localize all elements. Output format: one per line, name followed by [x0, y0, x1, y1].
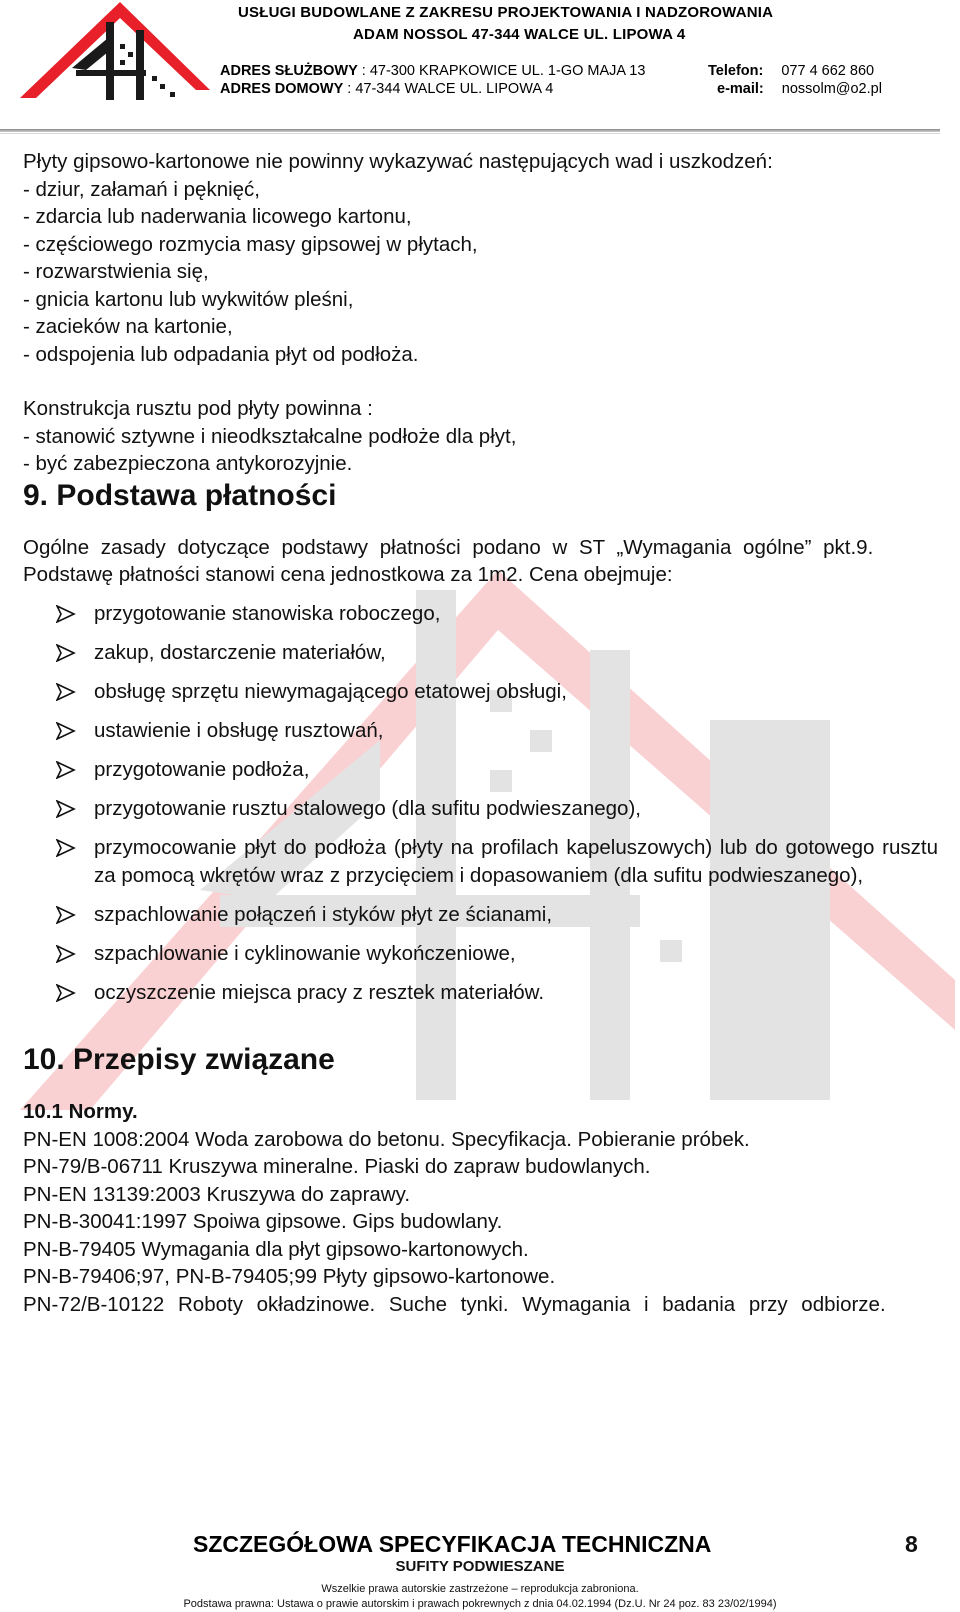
arrow-bullet-icon: [56, 683, 76, 701]
frame-item: - stanowić sztywne i nieodkształcalne podłoże dla płyt,: [23, 424, 517, 448]
arrow-bullet-icon: [56, 644, 76, 662]
norm-item: PN-EN 1008:2004 Woda zarobowa do betonu. Specyfikacja. Pobieranie próbek.: [23, 1127, 750, 1151]
defect-item: - dziur, załamań i pęknięć,: [23, 177, 261, 201]
phone: [708, 63, 874, 79]
email: [717, 81, 882, 97]
phone-label: Telefon:: [708, 63, 764, 79]
defect-item: - zacieków na kartonie,: [23, 315, 233, 338]
list-item: obsługę sprzętu niewymagającego etatowej obsługi,: [23, 678, 938, 706]
service-address-value: : 47-300 KRAPKOWICE UL. 1-GO MAJA 13: [361, 63, 646, 79]
section-9-para-1: Ogólne zasady dotyczące podstawy płatności podano w ST „Wymagania ogólne” pkt.9.: [23, 535, 874, 559]
footer-legal-basis: Podstawa prawna: Ustawa o prawie autorskim i prawach pokrewnych z dnia 04.02.1994 (Dz.U. Nr 24 poz. 83 23/02/1994): [183, 1598, 777, 1610]
arrow-bullet-icon: [56, 839, 76, 857]
service-address: [220, 63, 645, 79]
arrow-bullet-icon: [56, 761, 76, 779]
defect-item: - gnicia kartonu lub wykwitów pleśni,: [23, 287, 354, 311]
list-item: przygotowanie podłoża,: [23, 756, 938, 784]
section-10-heading: 10. Przepisy związane: [23, 1043, 335, 1076]
header-divider-shadow: [0, 133, 940, 134]
home-address-value: : 47-344 WALCE UL. LIPOWA 4: [347, 81, 554, 97]
home-address: [220, 81, 553, 97]
norm-item: PN-B-30041:1997 Spoiwa gipsowe. Gips budowlany.: [23, 1210, 503, 1233]
list-item: przygotowanie stanowiska roboczego,: [23, 600, 938, 628]
arrow-bullet-icon: [56, 605, 76, 623]
norm-item: PN-EN 13139:2003 Kruszywa do zaprawy.: [23, 1182, 411, 1206]
company-logo: [20, 0, 210, 106]
list-item: szpachlowanie i cyklinowanie wykończeniowe,: [23, 940, 938, 968]
list-item: zakup, dostarczenie materiałów,: [23, 639, 938, 667]
list-item: przygotowanie rusztu stalowego (dla sufitu podwieszanego),: [23, 795, 938, 823]
list-item: szpachlowanie połączeń i styków płyt ze ścianami,: [23, 901, 938, 929]
header-company-line: USŁUGI BUDOWLANE Z ZAKRESU PROJEKTOWANIA I NADZOROWANIA: [238, 4, 774, 21]
section-9-para-2: Podstawę płatności stanowi cena jednostkowa za 1m2. Cena obejmuje:: [23, 563, 673, 586]
document-body: [23, 148, 938, 1318]
list-item: oczyszczenie miejsca pracy z resztek materiałów.: [23, 979, 938, 1007]
list-item: ustawienie i obsługę rusztowań,: [23, 717, 938, 745]
section-9-heading: 9. Podstawa płatności: [23, 478, 337, 512]
arrow-bullet-icon: [56, 800, 76, 818]
service-address-label: ADRES SŁUŻBOWY: [220, 63, 358, 79]
norm-item: PN-72/B-10122 Roboty okładzinowe. Suche tynki. Wymagania i badania przy odbiorze.: [23, 1292, 886, 1316]
footer-subtitle: SUFITY PODWIESZANE: [395, 1558, 565, 1575]
arrow-bullet-icon: [56, 906, 76, 924]
home-address-label: ADRES DOMOWY: [220, 81, 344, 97]
defect-item: - zdarcia lub naderwania licowego kartonu,: [23, 205, 412, 228]
norm-item: PN-B-79406;97, PN-B-79405;99 Płyty gipsowo-kartonowe.: [23, 1265, 556, 1288]
footer-copyright: Wszelkie prawa autorskie zastrzeżone – reprodukcja zabroniona.: [321, 1583, 639, 1595]
email-label: e-mail:: [717, 81, 764, 97]
arrow-bullet-icon: [56, 984, 76, 1002]
defect-item: - rozwarstwienia się,: [23, 260, 209, 283]
norms-subheading: 10.1 Normy.: [23, 1100, 138, 1123]
arrow-bullet-icon: [56, 722, 76, 740]
defect-item: - częściowego rozmycia masy gipsowej w płytach,: [23, 232, 478, 256]
defect-item: - odspojenia lub odpadania płyt od podłoża.: [23, 342, 419, 366]
frame-intro: Konstrukcja rusztu pod płyty powinna :: [23, 397, 373, 420]
norm-item: PN-79/B-06711 Kruszywa mineralne. Piaski do zapraw budowlanych.: [23, 1155, 651, 1178]
list-item: przymocowanie płyt do podłoża (płyty na profilach kapeluszowych) lub do gotowego rusztu za pomocą wkrętów wraz z przycięciem i dopasowaniem (dla sufitu podwieszanego),: [23, 834, 938, 889]
footer-title: SZCZEGÓŁOWA SPECYFIKACJA TECHNICZNA: [193, 1531, 712, 1557]
email-value: nossolm@o2.pl: [781, 81, 882, 97]
frame-item: - być zabezpieczona antykorozyjnie.: [23, 452, 353, 475]
phone-value: 077 4 662 860: [781, 63, 875, 79]
cost-items-list: [23, 600, 938, 1006]
header-owner-line: ADAM NOSSOL 47-344 WALCE UL. LIPOWA 4: [353, 26, 686, 43]
header-divider: [0, 129, 940, 132]
page-number: 8: [905, 1531, 918, 1557]
arrow-bullet-icon: [56, 945, 76, 963]
norm-item: PN-B-79405 Wymagania dla płyt gipsowo-kartonowych.: [23, 1237, 529, 1261]
defects-intro: Płyty gipsowo-kartonowe nie powinny wykazywać następujących wad i uszkodzeń:: [23, 150, 773, 173]
